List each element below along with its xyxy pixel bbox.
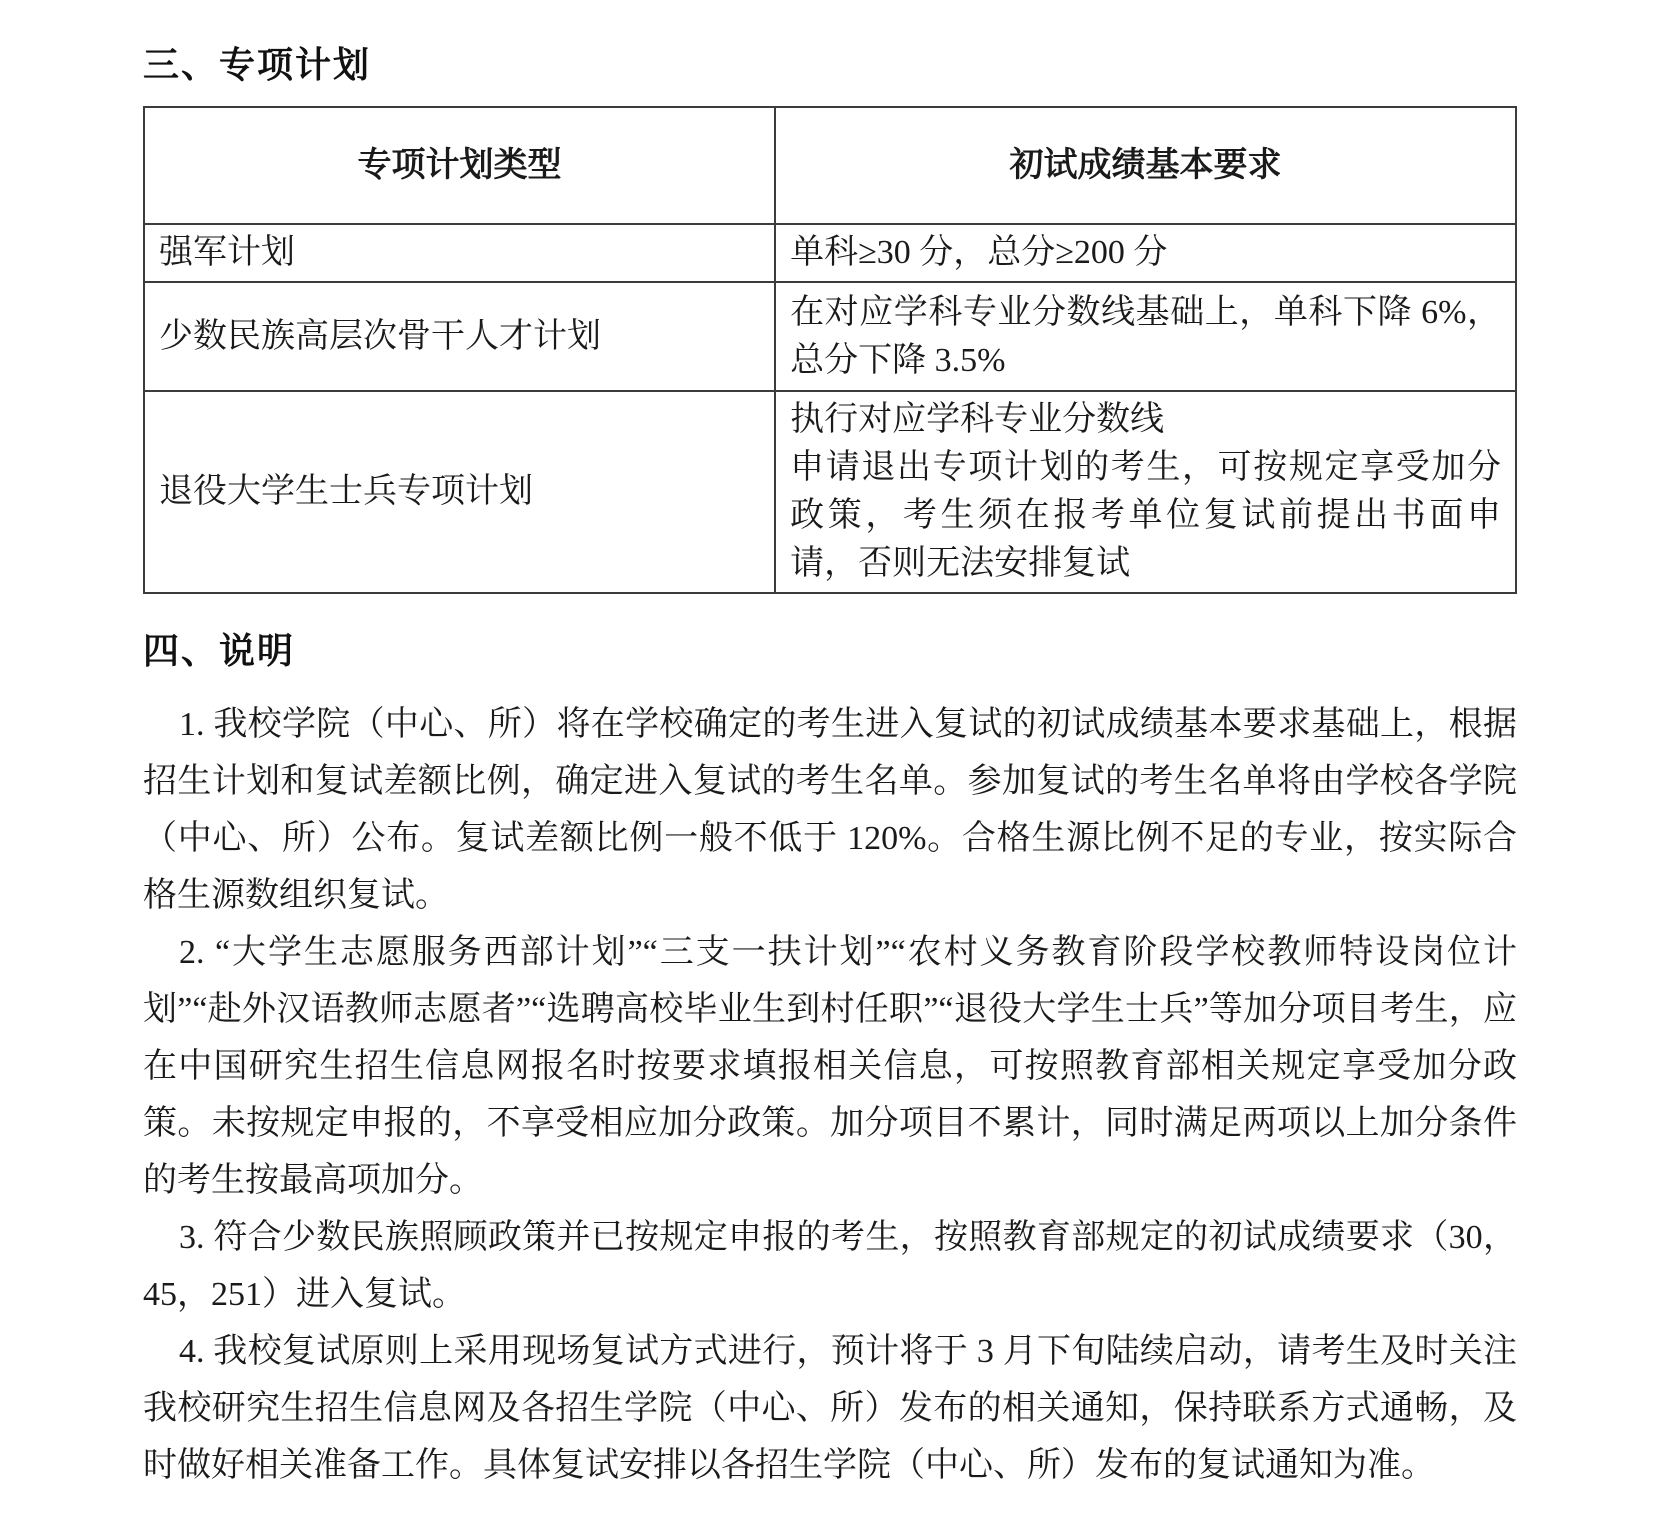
table-row: [144, 224, 1516, 282]
requirement-cell: [775, 391, 1516, 593]
section-3-heading: 三、专项计划: [143, 44, 372, 85]
note-paragraph-2: 2. “大学生志愿服务西部计划”“三支一扶计划”“农村义务教育阶段学校教师特设岗位计划”“赴外汉语教师志愿者”“选聘高校毕业生到村任职”“退役大学生士兵”等加分项目考生，应在中国研究生招生信息网报名时按要求填报相关信息，可按照教育部相关规定享受加分政策。未按规定申报的，不享受相应加分政策。加分项目不累计，同时满足两项以上加分条件的考生按最高项加分。: [143, 934, 1517, 1199]
requirement-text-line-2: 申请退出专项计划的考生，可按规定享受加分政策，考生须在报考单位复试前提出书面申请，否则无法安排复试: [790, 449, 1501, 582]
plan-type-cell: 强军计划: [144, 224, 775, 282]
note-paragraph-3: 3. 符合少数民族照顾政策并已按规定申报的考生，按照教育部规定的初试成绩要求（30，45，251）进入复试。: [143, 1219, 1517, 1313]
notes-section: [143, 696, 1517, 1494]
requirement-cell: [775, 224, 1516, 282]
section-4-heading: 四、说明: [143, 630, 296, 671]
column-header-score-requirement: 初试成绩基本要求: [775, 107, 1516, 224]
note-paragraph-1: 1. 我校学院（中心、所）将在学校确定的考生进入复试的初试成绩基本要求基础上，根据招生计划和复试差额比例，确定进入复试的考生名单。参加复试的考生名单将由学校各学院（中心、所）公布。复试差额比例一般不低于 120%。合格生源比例不足的专业，按实际合格生源数组织复试。: [143, 706, 1517, 914]
table-row: [144, 282, 1516, 391]
table-row: [144, 391, 1516, 593]
plan-type-cell: 退役大学生士兵专项计划: [144, 391, 775, 593]
column-header-plan-type: 专项计划类型: [144, 107, 775, 224]
plan-type-cell: 少数民族高层次骨干人才计划: [144, 282, 775, 391]
requirement-cell: [775, 282, 1516, 391]
requirement-text-line-1: 执行对应学科专业分数线: [790, 401, 1165, 438]
table-header-row: [144, 107, 1516, 224]
special-plan-table: [143, 106, 1517, 594]
note-paragraph-4: 4. 我校复试原则上采用现场复试方式进行，预计将于 3 月下旬陆续启动，请考生及时关注我校研究生招生信息网及各招生学院（中心、所）发布的相关通知，保持联系方式通畅，及时做好相关准备工作。具体复试安排以各招生学院（中心、所）发布的复试通知为准。: [143, 1333, 1517, 1484]
requirement-text: 单科≥30 分，总分≥200 分: [790, 234, 1168, 271]
requirement-text: 在对应学科专业分数线基础上，单科下降 6%，总分下降 3.5%: [790, 293, 1501, 379]
